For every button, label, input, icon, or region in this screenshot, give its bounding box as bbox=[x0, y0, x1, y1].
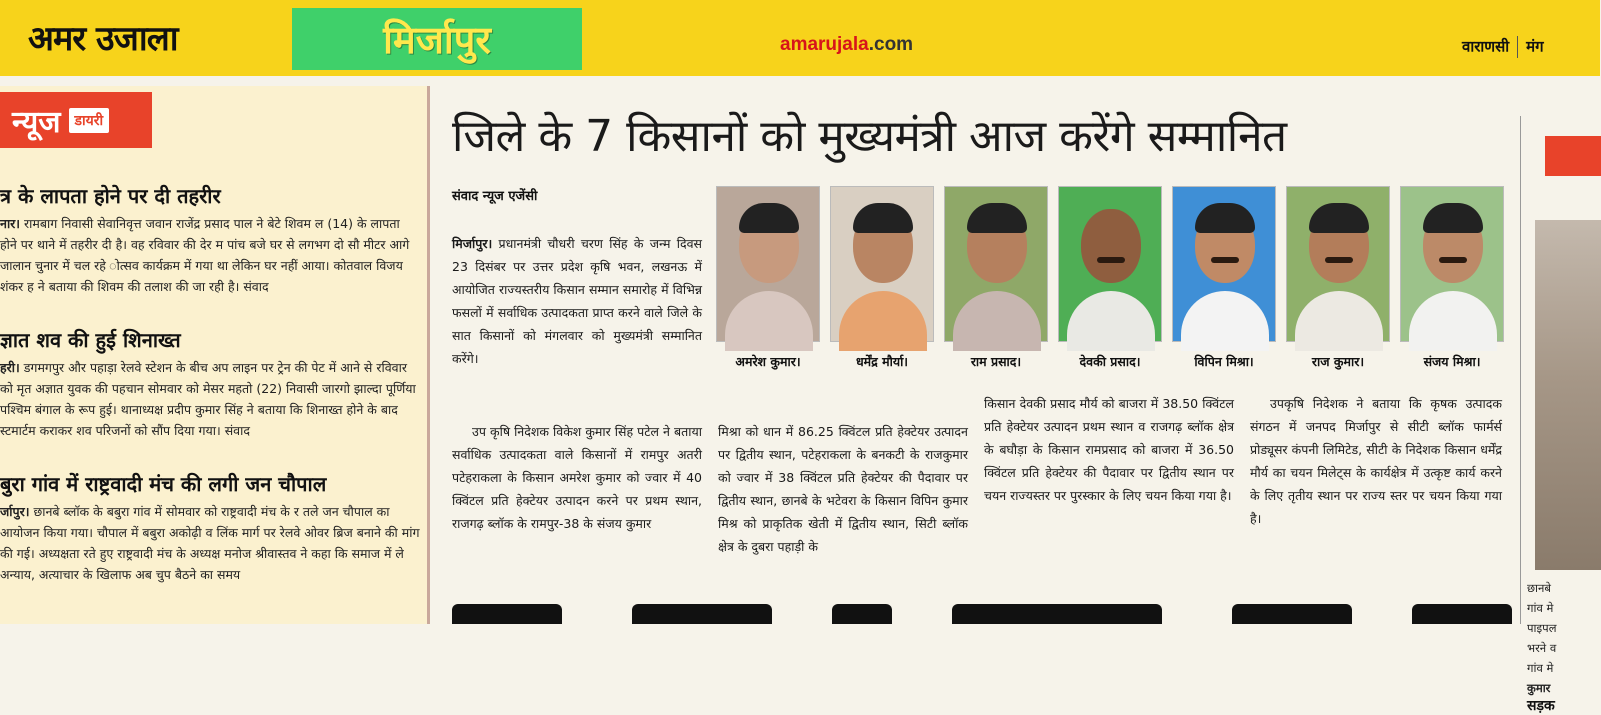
diary-story bbox=[0, 470, 420, 585]
article-paragraph: प्रधानमंत्री चौधरी चरण सिंह के जन्म दिवस 23 दिसंबर पर उत्तर प्रदेश कृषि भवन, लखनऊ में आयोजित राज्यस्तरीय किसान सम्मान समारोह में विभिन्न फसलों में सर्वाधिक उत्पादकता प्राप्त करने वाले जिले के सात किसानों को मंगलवार को मुख्यमंत्री सम्मानित करेंगे। bbox=[452, 236, 702, 366]
dateline: हरी। bbox=[0, 360, 20, 375]
dateline: र्जापुर। bbox=[0, 504, 30, 519]
story-text: रामबाग निवासी सेवानिवृत्त जवान राजेंद्र प्रसाद पाल ने बेटे शिवम ल (14) के लापता होने पर थाने में तहरीर दी है। वह रविवार की देर म पांच बजे घर से लगभग दो सौ मीटर आगे जालान चुनार में चल रहे ोत्सव कार्यक्रम में गया था लेकिन घर नहीं आया। कोतवाल विजय शंकर ह ने बताया की शिवम की तलाश की जा रही है। संवाद bbox=[0, 216, 410, 294]
farmer-photo bbox=[1058, 186, 1162, 380]
next-headline-fragment bbox=[452, 604, 1512, 624]
photo-frame bbox=[716, 186, 820, 342]
url-main: amarujala bbox=[780, 34, 869, 55]
edition-city-banner bbox=[292, 8, 582, 70]
diary-story-body bbox=[0, 357, 420, 441]
hair-shape bbox=[967, 203, 1027, 233]
article-column-4 bbox=[1250, 392, 1502, 530]
photo-caption: धर्मेंद्र मौर्या। bbox=[855, 353, 909, 369]
text-line: गांव मे bbox=[1527, 601, 1554, 615]
hair-shape bbox=[739, 203, 799, 233]
day-fragment: मंग bbox=[1526, 37, 1544, 56]
photo-frame bbox=[830, 186, 934, 342]
article-paragraph: उपकृषि निदेशक ने बताया कि कृषक उत्पादक संगठन में जनपद मिर्जापुर से सीटी ब्लॉक फार्मर्स प्रोड्यूसर कंपनी लिमिटेड, सीटी के निदेशक किसान धर्मेंद्र मौर्य का चयन मिलेट्स के कार्यक्षेत्र में उत्कृष्ट कार्य करने के लिए तृतीय स्थान पर राज्य स्तर पर चयन किया गया है। bbox=[1250, 396, 1502, 526]
article-column-1-bottom bbox=[452, 420, 702, 535]
adjacent-red-badge bbox=[1545, 136, 1601, 176]
photo-caption: विपिन मिश्रा। bbox=[1194, 353, 1254, 369]
text-line: गांव मे bbox=[1527, 661, 1554, 675]
shirt-shape bbox=[1409, 291, 1497, 351]
mustache-shape bbox=[1097, 257, 1125, 263]
article-paragraph: किसान देवकी प्रसाद मौर्य को बाजरा में 38.50 क्विंटल प्रति हेक्टेयर उत्पादन प्रथम स्थान व राजगढ़ ब्लॉक क्षेत्र के बघौड़ा के किसान रामप्रसाद को बाजरा में 36.50 क्विंटल प्रति हेक्टेयर की पैदावार पर द्वितीय स्थान पर चयन राज्यस्तर पर पुरस्कार के लिए चयन किया गया है। bbox=[984, 396, 1234, 503]
adjacent-story-strip bbox=[1520, 116, 1600, 714]
diary-story-title: त्र के लापता होने पर दी तहरीर bbox=[0, 184, 221, 208]
article-column-1-top bbox=[452, 232, 702, 370]
hair-shape bbox=[1195, 203, 1255, 233]
masthead-divider bbox=[1517, 36, 1518, 58]
mustache-shape bbox=[1211, 257, 1239, 263]
edition-city-name: मिर्जापुर bbox=[383, 18, 491, 62]
face-shape bbox=[1081, 209, 1141, 283]
farmer-photo bbox=[1400, 186, 1504, 380]
article-column-2 bbox=[718, 420, 968, 558]
farmer-photo bbox=[1286, 186, 1390, 380]
farmer-photo bbox=[944, 186, 1048, 380]
diary-story bbox=[0, 326, 420, 441]
farmer-photo-strip bbox=[716, 186, 1504, 380]
story-text: डगमगपुर और पहाड़ा रेलवे स्टेशन के बीच अप लाइन पर ट्रेन की पेट में आने से रविवार को मृत अज्ञात युवक की पहचान सोमवार को मेसर महतो (22) निवासी जारगो झाल्दा पूर्णिया पश्चिम बंगाल के रूप हुई। थानाध्यक्ष प्रदीप कुमार सिंह ने बताया कि शिनाख्त होने के बाद स्टमार्टम कराकर शव परिजनों को सौंप दिया गया। संवाद bbox=[0, 360, 416, 438]
article-headline: जिले के 7 किसानों को मुख्यमंत्री आज करेंगे सम्मानित bbox=[452, 111, 1287, 162]
diary-story-title: बुरा गांव में राष्ट्रवादी मंच की लगी जन चौपाल bbox=[0, 472, 327, 496]
photo-caption: देवकी प्रसाद। bbox=[1079, 353, 1141, 369]
hair-shape bbox=[1309, 203, 1369, 233]
article-dateline: मिर्जापुर। bbox=[452, 236, 493, 251]
mustache-shape bbox=[1439, 257, 1467, 263]
mustache-shape bbox=[1325, 257, 1353, 263]
farmer-photo bbox=[830, 186, 934, 380]
masthead bbox=[0, 0, 1600, 76]
newspaper-logo: अमर उजाला bbox=[28, 19, 178, 59]
shirt-shape bbox=[953, 291, 1041, 351]
website-url[interactable] bbox=[780, 34, 913, 56]
shirt-shape bbox=[1067, 291, 1155, 351]
shirt-shape bbox=[725, 291, 813, 351]
adjacent-subheading: सड़क bbox=[1527, 698, 1555, 714]
photo-caption: राज कुमार। bbox=[1311, 353, 1365, 369]
article-paragraph: मिश्रा को धान में 86.25 क्विंटल प्रति हेक्टेयर उत्पादन पर द्वितीय स्थान, पटेहराकला के बनकटी के राजकुमार को ज्वार में 38 क्विंटल प्रति हेक्टेयर की पैदावार पर द्वितीय स्थान, छानबे के भटेवरा के किसान विपिन कुमार मिश्र को प्राकृतिक खेती में द्वितीय स्थान, सिटी ब्लॉक क्षेत्र के दुबरा पहाड़ी के bbox=[718, 424, 968, 554]
photo-frame bbox=[1400, 186, 1504, 342]
text-line: कुमार bbox=[1527, 681, 1551, 695]
shirt-shape bbox=[1181, 291, 1269, 351]
text-line: छानबे bbox=[1527, 581, 1551, 595]
news-diary-column bbox=[0, 86, 430, 624]
region-name: वाराणसी bbox=[1462, 37, 1510, 56]
article-byline: संवाद न्यूज एजेंसी bbox=[452, 189, 538, 204]
farmer-photo bbox=[716, 186, 820, 380]
story-text: छानबे ब्लॉक के बबुरा गांव में सोमवार को राष्ट्रवादी मंच के र तले जन चौपाल का आयोजन किया गया। चौपाल में बबुरा अकोढ़ी व लिंक मार्ग पर रेलवे ओवर ब्रिज बनाने की मांग की गई। अध्यक्षता रते हुए राष्ट्रवादी मंच के अध्यक्ष मनोज श्रीवास्तव ने कहा कि समाज में ले अन्याय, अत्याचार के खिलाफ अब चुप बैठने का समय bbox=[0, 504, 420, 582]
photo-frame bbox=[1172, 186, 1276, 342]
badge-news-label: न्यूज bbox=[12, 104, 61, 140]
badge-diary-label: डायरी bbox=[69, 108, 110, 133]
photo-caption: संजय मिश्रा। bbox=[1423, 353, 1481, 369]
diary-story-body bbox=[0, 213, 420, 297]
farmer-photo bbox=[1172, 186, 1276, 380]
text-line: पाइपल bbox=[1527, 621, 1557, 635]
adjacent-photo bbox=[1535, 220, 1601, 570]
hair-shape bbox=[853, 203, 913, 233]
dateline: नार। bbox=[0, 216, 21, 231]
text-line: भरने व bbox=[1527, 641, 1557, 655]
diary-story-title: ज्ञात शव की हुई शिनाख्त bbox=[0, 328, 181, 352]
article-paragraph: उप कृषि निदेशक विकेश कुमार सिंह पटेल ने बताया सर्वाधिक उत्पादकता वाले किसानों में रामपुर अतरी पटेहराकला के किसान अमरेश कुमार को ज्वार में 40 क्विंटल प्रति हेक्टेयर उत्पादन करने पर प्रथम स्थान, राजगढ़ ब्लॉक के रामपुर-38 के संजय कुमार bbox=[452, 424, 702, 531]
diary-story-body bbox=[0, 501, 420, 585]
photo-frame bbox=[1286, 186, 1390, 342]
url-tld: .com bbox=[868, 34, 914, 55]
adjacent-text bbox=[1527, 578, 1557, 698]
photo-frame bbox=[944, 186, 1048, 342]
photo-caption: राम प्रसाद। bbox=[970, 353, 1022, 369]
news-diary-badge bbox=[0, 92, 152, 148]
shirt-shape bbox=[839, 291, 927, 351]
article-column-3 bbox=[984, 392, 1234, 507]
photo-frame bbox=[1058, 186, 1162, 342]
photo-caption: अमरेश कुमार। bbox=[735, 353, 801, 369]
shirt-shape bbox=[1295, 291, 1383, 351]
masthead-region bbox=[1462, 36, 1544, 58]
hair-shape bbox=[1423, 203, 1483, 233]
diary-story bbox=[0, 182, 420, 297]
